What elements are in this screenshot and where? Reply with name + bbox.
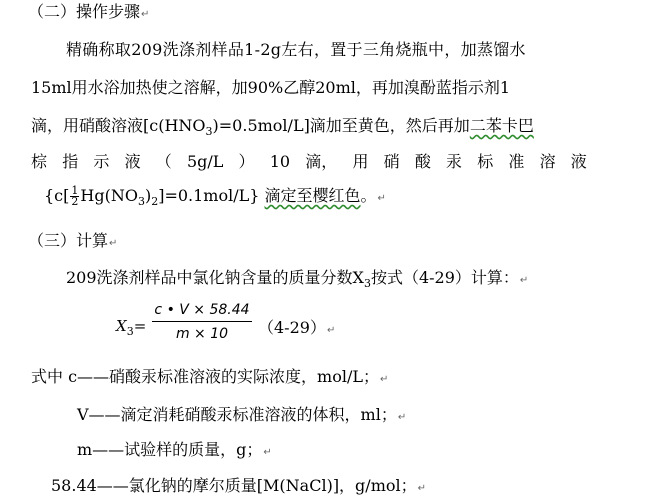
formula-fraction: $\frac{c • V \times 58.44}{m \times 10}$ [152, 302, 252, 342]
justified-word: 标 [477, 152, 494, 171]
text-line: 滴，用硝酸溶液$[c(HNO_3)=0.5mol/L]$滴加至黄色，然后再加二苯卡巴 [31, 116, 534, 139]
justified-word: 溶 [539, 152, 556, 171]
fraction: $\frac{1}{2}$ [71, 184, 79, 208]
justified-word: 汞 [446, 152, 463, 171]
text-line: 15ml用水浴加热使之溶解，加90%乙醇20ml，再加溴酚蓝指示剂1 [31, 78, 511, 97]
paragraph-mark-icon: ↵ [417, 483, 427, 494]
definition-line: 58.44——氯化钠的摩尔质量[M(NaCl)]，g/mol；↵ [51, 476, 427, 495]
justified-word: 酸 [414, 152, 431, 171]
justified-word: ） [238, 152, 255, 171]
grammar-flag-underline: 滴定至樱红色 [264, 186, 361, 205]
text-line: 209洗涤剂样品中氯化钠含量的质量分数$X_3$按式（4-29）计算：↵ [66, 268, 529, 291]
justified-word: 指 [62, 152, 79, 171]
paragraph-mark-icon: ↵ [109, 238, 118, 249]
text-line: {c[ $\frac{1}{2}$ $Hg(NO_3)_2]=0.1mol/L$} 滴定至樱红色。↵ [44, 184, 386, 209]
section-title: （二）操作步骤 [28, 2, 141, 21]
justified-word: 硝 [383, 152, 400, 171]
section-heading-calculation [28, 231, 117, 254]
paragraph-mark-icon: ↵ [326, 325, 336, 336]
paragraph-mark-icon: ↵ [397, 412, 407, 423]
paragraph-mark-icon: ↵ [377, 193, 386, 204]
paragraph-mark-icon: ↵ [263, 447, 272, 458]
equation-number: （4-29）↵ [258, 318, 336, 337]
justified-text-line [31, 152, 587, 172]
paragraph-mark-icon: ↵ [380, 374, 389, 385]
section-title: （三）计算 [28, 231, 109, 250]
formula-lhs: $X_3=$ [116, 317, 147, 338]
definition-line: V——滴定消耗硝酸汞标准溶液的体积，ml；↵ [77, 405, 407, 424]
paragraph-mark-icon: ↵ [141, 9, 150, 20]
justified-word: 10 [269, 152, 291, 171]
definition-line: 式中 c——硝酸汞标准溶液的实际浓度，mol/L；↵ [31, 367, 389, 386]
justified-word: （ [155, 152, 172, 171]
definition-line: m——试验样的质量，g；↵ [77, 440, 272, 459]
justified-word: 准 [508, 152, 525, 171]
justified-word: 滴， [305, 152, 338, 171]
justified-word: 用 [352, 152, 369, 171]
justified-word: 液 [570, 152, 587, 171]
justified-word: 示 [93, 152, 110, 171]
paragraph-mark-icon: ↵ [519, 275, 529, 286]
justified-word: 5g/L [186, 152, 224, 171]
justified-word: 棕 [31, 152, 48, 171]
text-line: 精确称取209洗涤剂样品1-2g左右，置于三角烧瓶中，加蒸馏水 [66, 40, 526, 59]
section-heading-procedure [28, 2, 149, 25]
grammar-flag-underline: 二苯卡巴 [469, 116, 534, 135]
justified-word: 液 [124, 152, 141, 171]
